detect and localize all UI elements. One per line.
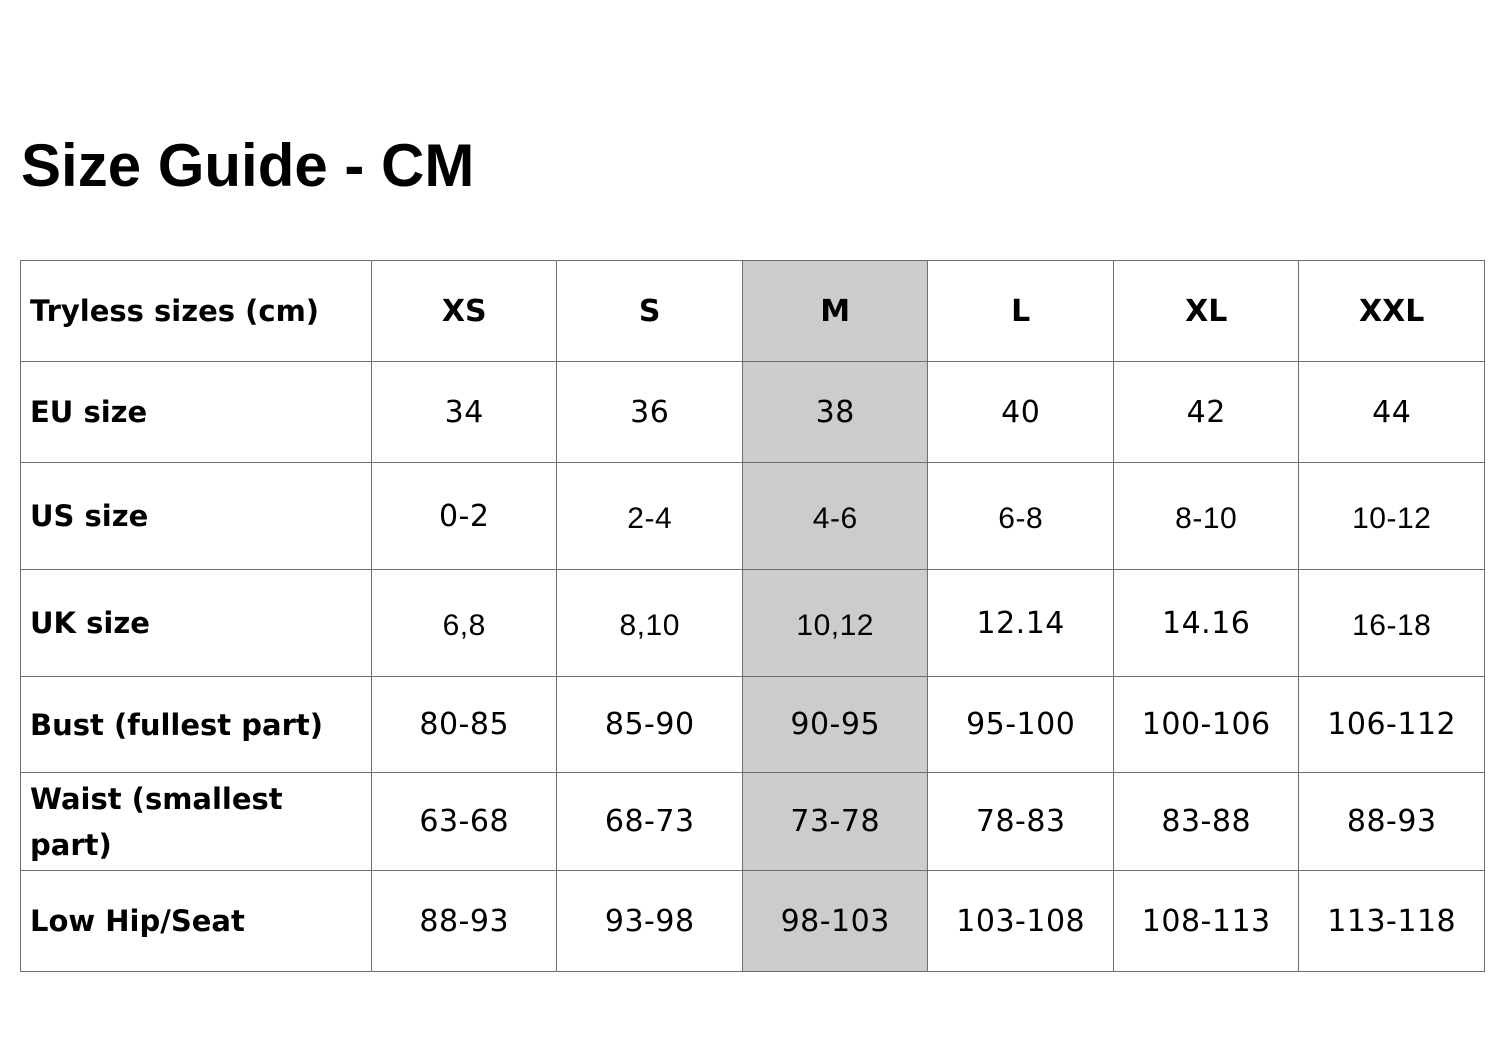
- row-label: Bust (fullest part): [21, 677, 372, 773]
- table-row-low-hip: [21, 871, 1485, 972]
- table-cell: 38: [742, 362, 928, 463]
- table-cell: 78-83: [928, 773, 1114, 871]
- table-cell: 40: [928, 362, 1114, 463]
- table-cell: 2-4: [557, 463, 743, 570]
- row-label: Waist (smallest part): [21, 773, 372, 871]
- table-cell: 88-93: [371, 871, 557, 972]
- table-cell: 44: [1299, 362, 1485, 463]
- table-cell: 73-78: [742, 773, 928, 871]
- table-cell: 90-95: [742, 677, 928, 773]
- table-cell: 12.14: [928, 570, 1114, 677]
- table-cell: 6-8: [928, 463, 1114, 570]
- table-cell: 103-108: [928, 871, 1114, 972]
- table-row-eu-size: [21, 362, 1485, 463]
- row-label: UK size: [21, 570, 372, 677]
- table-cell: 14.16: [1113, 570, 1299, 677]
- table-header-row: [21, 261, 1485, 362]
- column-header-xs: XS: [371, 261, 557, 362]
- column-header-s: S: [557, 261, 743, 362]
- table-cell: 106-112: [1299, 677, 1485, 773]
- table-cell: 88-93: [1299, 773, 1485, 871]
- table-row-uk-size: [21, 570, 1485, 677]
- table-cell: 68-73: [557, 773, 743, 871]
- table-cell: 80-85: [371, 677, 557, 773]
- column-header-m: M: [742, 261, 928, 362]
- table-cell: 8,10: [557, 570, 743, 677]
- row-label: US size: [21, 463, 372, 570]
- table-row-us-size: [21, 463, 1485, 570]
- table-cell: 98-103: [742, 871, 928, 972]
- table-cell: 4-6: [742, 463, 928, 570]
- table-cell: 83-88: [1113, 773, 1299, 871]
- table-cell: 63-68: [371, 773, 557, 871]
- column-header-xxl: XXL: [1299, 261, 1485, 362]
- table-cell: 0-2: [371, 463, 557, 570]
- table-row-bust: [21, 677, 1485, 773]
- table-cell: 36: [557, 362, 743, 463]
- table-cell: 6,8: [371, 570, 557, 677]
- table-row-waist: [21, 773, 1485, 871]
- table-cell: 42: [1113, 362, 1299, 463]
- table-cell: 113-118: [1299, 871, 1485, 972]
- table-cell: 16-18: [1299, 570, 1485, 677]
- corner-label: Tryless sizes (cm): [21, 261, 372, 362]
- column-header-xl: XL: [1113, 261, 1299, 362]
- table-cell: 10,12: [742, 570, 928, 677]
- table-cell: 100-106: [1113, 677, 1299, 773]
- page-title: Size Guide - CM: [21, 132, 475, 199]
- table-cell: 93-98: [557, 871, 743, 972]
- table-cell: 108-113: [1113, 871, 1299, 972]
- row-label: Low Hip/Seat: [21, 871, 372, 972]
- table-cell: 34: [371, 362, 557, 463]
- table-cell: 8-10: [1113, 463, 1299, 570]
- row-label: EU size: [21, 362, 372, 463]
- size-guide-table: [20, 260, 1485, 972]
- table-cell: 10-12: [1299, 463, 1485, 570]
- table-cell: 95-100: [928, 677, 1114, 773]
- column-header-l: L: [928, 261, 1114, 362]
- table-cell: 85-90: [557, 677, 743, 773]
